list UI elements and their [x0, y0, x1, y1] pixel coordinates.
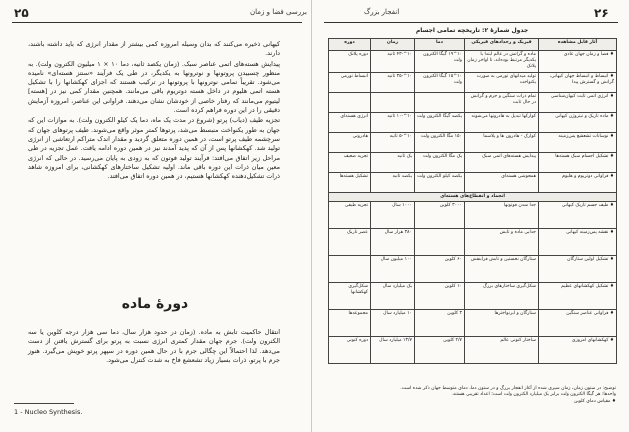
- table-row: [329, 255, 617, 282]
- table-cell: ۱۰۰۰ سال: [371, 201, 415, 228]
- table-cell: ♦ کهکشانهای امروزی: [539, 336, 617, 363]
- table-row: [329, 92, 617, 112]
- table-cell: شکل‌گیری کهکشانها: [329, 282, 371, 309]
- table-row: [329, 132, 617, 152]
- table-cell: ♦ تشکیل کهکشانهای عظیم: [539, 282, 617, 309]
- table-cell: ستارگان و ابرنواخترها: [465, 309, 539, 336]
- table-header-row: [329, 39, 617, 51]
- table-row: [329, 282, 617, 309]
- table-cell: ♦ نقشه پس‌زمینه کیهانی: [539, 228, 617, 255]
- table-cell: تمام ذرات سنگین و جرم و گرانش در حال ثابت: [465, 92, 539, 112]
- table-cell: ۶۰ کلوین: [415, 255, 465, 282]
- table-cell: دوره کنونی: [329, 336, 371, 363]
- table-cell: ۱۰^-۳۵ ثانیه: [371, 72, 415, 92]
- table-cell: هادرونی: [329, 132, 371, 152]
- table-cell: ۱۰^-۱۰ ثانیه: [371, 112, 415, 132]
- table-cell: ۱۰^۱۹ گیگا الکترون ولت: [415, 51, 465, 73]
- table-cell: تشکیل هسته‌ها: [329, 172, 371, 192]
- column-header: زمان: [371, 39, 415, 51]
- paragraph: پیدایش هسته‌های اتمی عناصر سبک. (زمان یکصد ثانیه، دما ۱۰ × ۱ میلیون الکترون ولت). به منظور چسبیدن پروتونها و نوترونها به یکدیگر، در طی یک فرآیند «سنتز هسته‌ای» نامیده می‌شود. تقریباً تمامی نوترونها با پروتونها در ترکیب هستند که اجزای کهکشانها را با تشکیل هسته اتمی هلیوم در داخل هسته دوتریوم باقی می‌مانند. همچنین مقدار کمی نیز در [هسته] لیتیوم می‌مانند که رفتار خاصی از خودشان نشان می‌دهند. فراوانی این عناصر، امروزه آزمایش دقیقی را در این دوره فراهم کرده است.: [28, 59, 281, 115]
- table-cell: یک میلیارد سال: [371, 282, 415, 309]
- table-cell: ۲/۷ کلوین: [415, 336, 465, 363]
- table-cell: کوارک - هادرون ها و پلاسما: [465, 132, 539, 152]
- table-cell: ♦ فراوانی دوتریوم و هلیوم: [539, 172, 617, 192]
- table-cell: ستارگان نخستین و تابش فرابنفش: [465, 255, 539, 282]
- table-cell: یک ثانیه: [371, 152, 415, 172]
- table-row: [329, 152, 617, 172]
- table-cell: همجوشی هسته‌ای: [465, 172, 539, 192]
- table-cell: [415, 228, 465, 255]
- table-notes: [332, 386, 616, 405]
- running-header: بررسی فضا و زمان: [250, 8, 307, 16]
- table-cell: یکصد کیلو الکترون ولت: [415, 172, 465, 192]
- footnote-rule: [14, 403, 74, 404]
- table-cell: ۱۰ کلوین: [415, 282, 465, 309]
- table-cell: ♦ نوسانات تشعشع پس‌زمینه: [539, 132, 617, 152]
- table-cell: ♦ تشکیل اجسام سبک هسته‌ها: [539, 152, 617, 172]
- section-label: انجماد و انقطاع‌های هسته‌ای: [329, 192, 617, 201]
- table-cell: ۱۰۰ میلیون سال: [371, 255, 415, 282]
- table-cell: شکل‌گیری ساختارهای بزرگ: [465, 282, 539, 309]
- running-header: انفجار بزرگ: [364, 8, 400, 16]
- table-cell: یک مگا الکترون ولت: [415, 152, 465, 172]
- table-section-row: [329, 192, 617, 201]
- table-cell: یکصد ثانیه: [371, 172, 415, 192]
- column-header: دوره: [329, 39, 371, 51]
- table-cell: ♦ انرژی اتمی ثابت کیهان‌شناسی: [539, 92, 617, 112]
- table-cell: تولید میدانهای تورمی به صورت یکنواخت: [465, 72, 539, 92]
- table-cell: ♦ انبساط و انبساط جهان کیهانی، گرانش و گسترش پیدا: [539, 72, 617, 92]
- table-row: [329, 112, 617, 132]
- table-cell: ۱۰ میلیارد سال: [371, 309, 415, 336]
- table-cell: ♦ تشکیل اولین ستارگان: [539, 255, 617, 282]
- table-cell: ♦ طیف جسم تاریک کیهانی: [539, 201, 617, 228]
- column-header: فیزیک و رخدادهای فیزیکی: [465, 39, 539, 51]
- table-caption: جدول شمارهٔ ۲: تاریخچه تمامی اجسام: [415, 27, 529, 34]
- table-cell: انرژی هسته‌ای: [329, 112, 371, 132]
- history-table: [328, 38, 617, 364]
- table-cell: جدا شدن فوتونها: [465, 201, 539, 228]
- table-cell: ۱۵۰ مگا الکترون ولت: [415, 132, 465, 152]
- table-cell: تجزیه طیفی: [329, 201, 371, 228]
- table-cell: ♦ فراوانی عناصر سنگین: [539, 309, 617, 336]
- left-page: [0, 0, 312, 432]
- table-cell: ۱۰^-۴۳ ثانیه: [371, 51, 415, 73]
- page-number: ۲۵: [14, 6, 29, 20]
- table-cell: ۱۰^۱۵ گیگا الکترون ولت: [415, 72, 465, 92]
- table-row: [329, 51, 617, 73]
- section-text: [28, 328, 280, 390]
- header-rule: [324, 22, 618, 23]
- table-cell: [329, 255, 371, 282]
- table-cell: ♦ ماده تاریک و نیتروژن کیهانی: [539, 112, 617, 132]
- table-cell: یکصد گیگا الکترون ولت: [415, 112, 465, 132]
- table-cell: ۳۰۰۰ کلوین: [415, 201, 465, 228]
- section-heading: دورهٔ ماده: [121, 296, 189, 312]
- table-cell: ماده و گرانش در عالم ابتدا با یکدیگر مرتبط بوده‌اند، تا اواخر زمان پلانک: [465, 51, 539, 73]
- footnote: 1 - Nucleo Synthesis.: [14, 408, 83, 416]
- table-cell: [371, 92, 415, 112]
- table-cell: ۳ کلوین: [415, 309, 465, 336]
- table-row: [329, 336, 617, 363]
- table-cell: [329, 92, 371, 112]
- table-row: [329, 228, 617, 255]
- table-cell: دوره پلانک: [329, 51, 371, 73]
- table-cell: ۱۳/۷ میلیارد سال: [371, 336, 415, 363]
- table-note: توضیح: در ستون زمان، زمان سپری شده از آغاز انفجار بزرگ و در ستون دما، دمای متوسط جهان ذکر شده است.: [400, 386, 616, 391]
- table-cell: ♦ فضا و زمان جهان عادی: [539, 51, 617, 73]
- table-cell: ساختار کنونی عالم: [465, 336, 539, 363]
- table-cell: کوارکها تبدیل به هادرونها می‌شوند: [465, 112, 539, 132]
- table-row: [329, 309, 617, 336]
- table-cell: عصر تاریک: [329, 228, 371, 255]
- table-row: [329, 172, 617, 192]
- table-cell: [415, 92, 465, 112]
- table-cell: ۱۰^-۵ ثانیه: [371, 132, 415, 152]
- table-cell: جدایی ماده و تابش: [465, 228, 539, 255]
- column-header: دما: [415, 39, 465, 51]
- table-cell: ۳۸۰ هزار سال: [371, 228, 415, 255]
- paragraph: تجزیه طیف (دیاب) پرتو (شروع در مدت یک ماه، دما یک کیلو الکترون ولت). به موازات این که جهان به طور یکنواخت منبسط می‌شد، پرتوها کمتر موثر واقع می‌شوند. طیف پرتوهای جهان که سرچشمه طیف پرتو است، در همین دوره متعلق گردید و مقدار اندک متراکم ارتعاشی از انرژی تولید شد. کهکشانها پس از آن که پدید آمدند نیز در همین دوره ادامه یافت. عمل تجزیه در طی مراحل زیر اتفاق می‌افتد: فرآیند تولید فوتون که به زودی به پایان می‌رسید. در حالی که انرژی معین میان ذرات این دوره باقی ماند. اولیه تشکیل ساختارهای کهکشانی، برای امروزه شاهد ذرات تشکیل‌دهنده کهکشانها هستیم، در همین دوره اتفاق می‌افتد.: [28, 116, 280, 181]
- header-rule: [12, 22, 302, 23]
- paragraph: کیهانی ذخیره می‌کنند که بدان وسیله امروزه کمی بیشتر از مقدار انرژی که باید داشته باشند، دارند.: [28, 40, 280, 58]
- table-cell: پیدایش هسته‌های اتمی سبک: [465, 152, 539, 172]
- table-note: واحدها: هر گیگا الکترون ولت برابر یک میلیارد الکترون ولت است؛ اعداد تقریبی هستند.: [451, 392, 616, 398]
- table-row: [329, 72, 617, 92]
- right-page: [312, 0, 629, 432]
- column-header: آثار قابل مشاهده: [539, 39, 617, 51]
- table-cell: انبساط تورمی: [329, 72, 371, 92]
- paragraph: انتقال حاکمیت تابش به ماده. (زمان در حدود هزار سال، دما سی هزار درجه کلوین یا سه الکترون ولت). جرم جهان مقدار کمتری انرژی نسبت به پرتو برای گسترش یافتن از دست می‌دهد. لذا احتمالاً این چگالی جرم با در حال همین دوره در سپهر پرتو خویش می‌گیرد. هنوز جرم با پرتو، ذرات بسیار زیاد تشعشع فاخ به شدت کنترل می‌شود.: [28, 328, 280, 364]
- table-note: ♦ مقیاس دمای کلوین: [573, 398, 616, 404]
- body-text: [28, 40, 280, 270]
- table-cell: تجزیه ضعیف: [329, 152, 371, 172]
- table-cell: مجموعه‌ها: [329, 309, 371, 336]
- table-row: [329, 201, 617, 228]
- page-number: ۲۶: [594, 6, 609, 20]
